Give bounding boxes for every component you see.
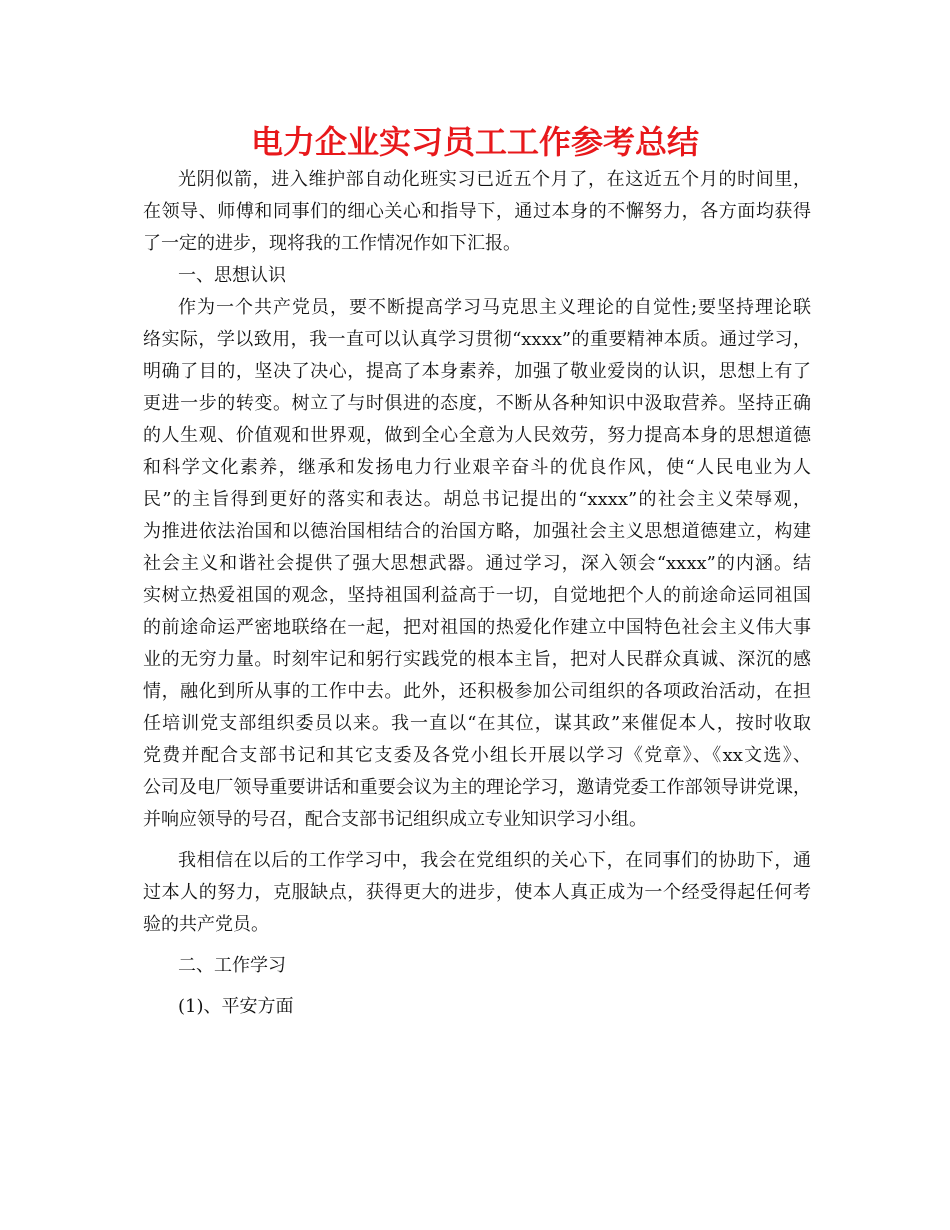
paragraph-line: 验的共产党员。 [143,914,269,935]
paragraph-line: 业的无穷力量。时刻牢记和躬行实践党的根本主旨，把对人民群众真诚、深沉的感 [143,649,811,670]
paragraph-line: 了一定的进步，现将我的工作情况作如下汇报。 [143,233,521,254]
paragraph-line: 和科学文化素养，继承和发扬电力行业艰辛奋斗的优良作风，使“人民电业为人 [143,457,811,478]
paragraph-line: 作为一个共产党员，要不断提高学习马克思主义理论的自觉性;要坚持理论联 [178,297,811,318]
paragraph-line: 明确了目的，坚决了决心，提高了本身素养，加强了敬业爱岗的认识，思想上有了 [143,361,811,382]
paragraph-line: 我相信在以后的工作学习中，我会在党组织的关心下，在同事们的协助下，通 [178,850,811,871]
paragraph-line: 过本人的努力，克服缺点，获得更大的进步，使本人真正成为一个经受得起任何考 [143,882,811,903]
paragraph-line: 民”的主旨得到更好的落实和表达。胡总书记提出的“xxxx”的社会主义荣辱观， [143,489,811,510]
paragraph-line: 络实际，学以致用，我一直可以认真学习贯彻“xxxx”的重要精神本质。通过学习， [143,329,811,350]
paragraph-line: 的前途命运严密地联络在一起，把对祖国的热爱化作建立中国特色社会主义伟大事 [143,617,811,638]
paragraph-line: 党费并配合支部书记和其它支委及各党小组长开展以学习《党章》、《xx文选》、 [143,745,811,766]
section-heading: 一、思想认识 [178,265,286,286]
document-title: 电力企业实习员工工作参考总结 [250,123,699,161]
paragraph-line: 更进一步的转变。树立了与时俱进的态度，不断从各种知识中汲取营养。坚持正确 [143,393,811,414]
paragraph-line: 实树立热爱祖国的观念，坚持祖国利益高于一切，自觉地把个人的前途命运同祖国 [143,585,811,606]
subsection-heading: (1)、平安方面 [178,996,294,1017]
paragraph-line: 情，融化到所从事的工作中去。此外，还积极参加公司组织的各项政治活动，在担 [143,681,811,702]
paragraph-line: 的人生观、价值观和世界观，做到全心全意为人民效劳，努力提高本身的思想道德 [143,425,811,446]
paragraph-line: 公司及电厂领导重要讲话和重要会议为主的理论学习，邀请党委工作部领导讲党课， [143,777,811,798]
paragraph-line: 并响应领导的号召，配合支部书记组织成立专业知识学习小组。 [143,809,647,830]
paragraph-line: 任培训党支部组织委员以来。我一直以“在其位，谋其政”来催促本人，按时收取 [143,713,811,734]
section-heading: 二、工作学习 [178,955,286,976]
document-body [143,164,811,1023]
paragraph-line: 光阴似箭，进入维护部自动化班实习已近五个月了，在这近五个月的时间里， [178,169,811,190]
paragraph-line: 社会主义和谐社会提供了强大思想武器。通过学习，深入领会“xxxx”的内涵。结 [143,553,811,574]
paragraph-line: 为推进依法治国和以德治国相结合的治国方略，加强社会主义思想道德建立，构建 [143,521,811,542]
paragraph-line: 在领导、师傅和同事们的细心关心和指导下，通过本身的不懈努力，各方面均获得 [143,201,811,222]
